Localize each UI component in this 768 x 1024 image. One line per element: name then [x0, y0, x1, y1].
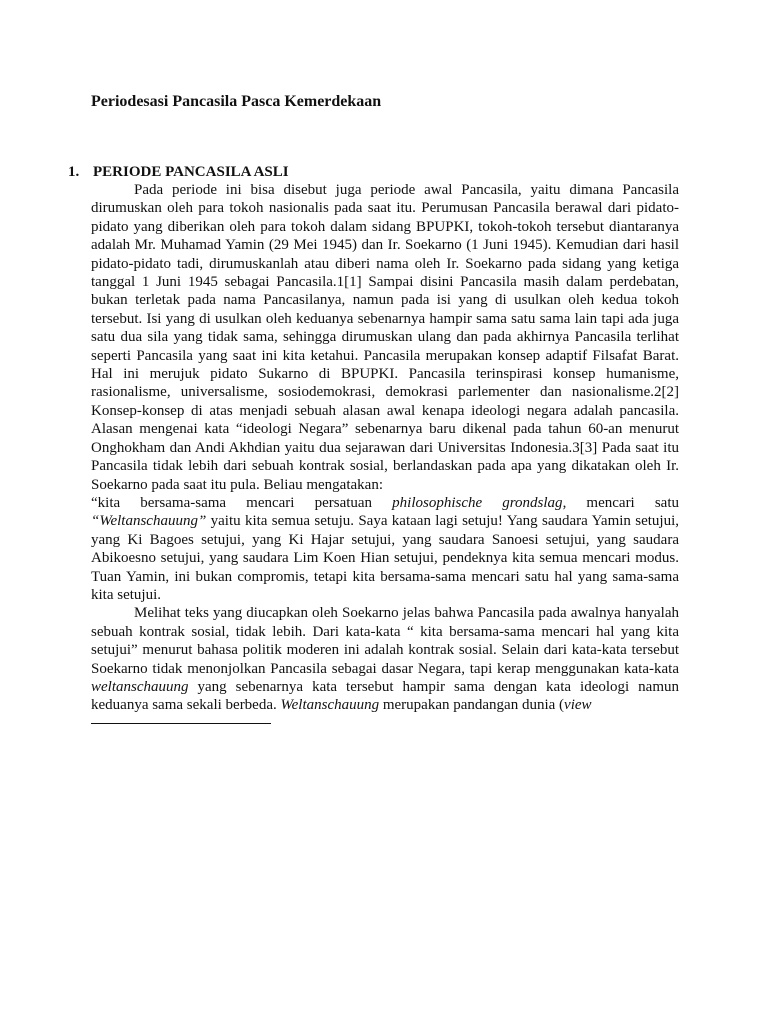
section-heading-text: PERIODE PANCASILA ASLI [93, 164, 289, 180]
quote-term-philosophische: philosophische grondslag [392, 494, 563, 511]
document-title: Periodesasi Pancasila Pasca Kemerdekaan [91, 93, 382, 110]
paragraph-2-part-3: merupakan pandangan dunia ( [379, 697, 565, 714]
paragraph-2-term-weltanschauung-2: Weltanschauung [280, 697, 380, 714]
paragraph-2-term-view: view [564, 697, 592, 714]
quote-term-weltanschauung: “Weltanschauung” [91, 513, 207, 530]
paragraph-2-part-2: yang sebenarnya kata tersebut hampir sama dengan kata ideologi namun keduanya sama sekali berbeda. [91, 678, 679, 714]
section-heading [68, 164, 289, 181]
paragraph-2 [91, 604, 679, 714]
document-body [91, 181, 679, 715]
paragraph-2-term-weltanschauung: weltanschauung [91, 678, 189, 695]
quote-open-text: “kita bersama-sama mencari persatuan [91, 494, 393, 511]
quote-rest-text: yaitu kita semua setuju. Saya kataan lagi setuju! Yang saudara Yamin setujui, yang Ki Bagoes setujui, yang Ki Hajar setujui, yang saudara Sanoesi setujui, yang saudara Abikoesno setujui, yang saudara Lim Koen Hian setujui, pendeknya kita semua mencari modus. Tuan Yamin, ini bukan compromis, tetapi kita bersama-sama mencari satu hal yang sama-sama kita setujui. [91, 513, 679, 603]
paragraph-2-part-1: Melihat teks yang diucapkan oleh Soekarno jelas bahwa Pancasila pada awalnya hanyalah sebuah kontrak sosial, tidak lebih. Dari kata-kata “ kita bersama-sama mencari hal yang kita setujui” menurut bahasa politik moderen ini adalah kontrak sosial. Selain dari kata-kata tersebut Soekarno tidak menonjolkan Pancasila sebagai dasar Negara, tapi kerap menggunakan kata-kata [91, 605, 679, 677]
footnote-separator [91, 723, 271, 724]
quote-mid-text: , mencari satu [562, 494, 680, 511]
paragraph-1: Pada periode ini bisa disebut juga periode awal Pancasila, yaitu dimana Pancasila dirumuskan oleh para tokoh nasionalis pada saat itu. Perumusan Pancasila berawal dari pidato-pidato yang diberikan oleh para tokoh dalam sidang BPUPKI, tokoh-tokoh tersebut diantaranya adalah Mr. Muhamad Yamin (29 Mei 1945) dan Ir. Soekarno (1 Juni 1945). Kemudian dari hasil pidato-pidato tadi, dirumuskanlah atau diberi nama oleh Ir. Soekarno pada sidang yang ketiga tanggal 1 Juni 1945 sebagai Pancasila.1[1] Sampai disini Pancasila masih dalam perdebatan, bukan terletak pada nama Pancasilanya, namun pada isi yang di usulkan oleh kedua tokoh tersebut. Isi yang di usulkan oleh keduanya sebenarnya hampir sama satu sama lain tapi ada juga satu dua sila yang tidak sama, sehingga dirumuskan ulang dan pada akhirnya Pancasila terlihat seperti Pancasila yang saat ini kita ketahui. Pancasila merupakan konsep adaptif Filsafat Barat. Hal ini merujuk pidato Sukarno di BPUPKI. Pancasila terinspirasi konsep humanisme, rasionalisme, universalisme, sosiodemokrasi, demokrasi parlementer dan nasionalisme.2[2] Konsep-konsep di atas menjadi sebuah alasan awal kenapa ideologi negara adalah pancasila. Alasan mengenai kata “ideologi Negara” sebenarnya baru dikenal pada tahun 60-an menurut Onghokham dan Andi Akhdian yaitu dua sejarawan dari Universitas Indonesia.3[3] Pada saat itu Pancasila tidak lebih dari sebuah kontrak sosial, berlandaskan pada apa yang dikatakan oleh Ir. Soekarno pada saat itu pula. Beliau mengatakan: [91, 182, 679, 493]
quote-paragraph [91, 494, 679, 604]
section-number: 1. [68, 164, 80, 180]
